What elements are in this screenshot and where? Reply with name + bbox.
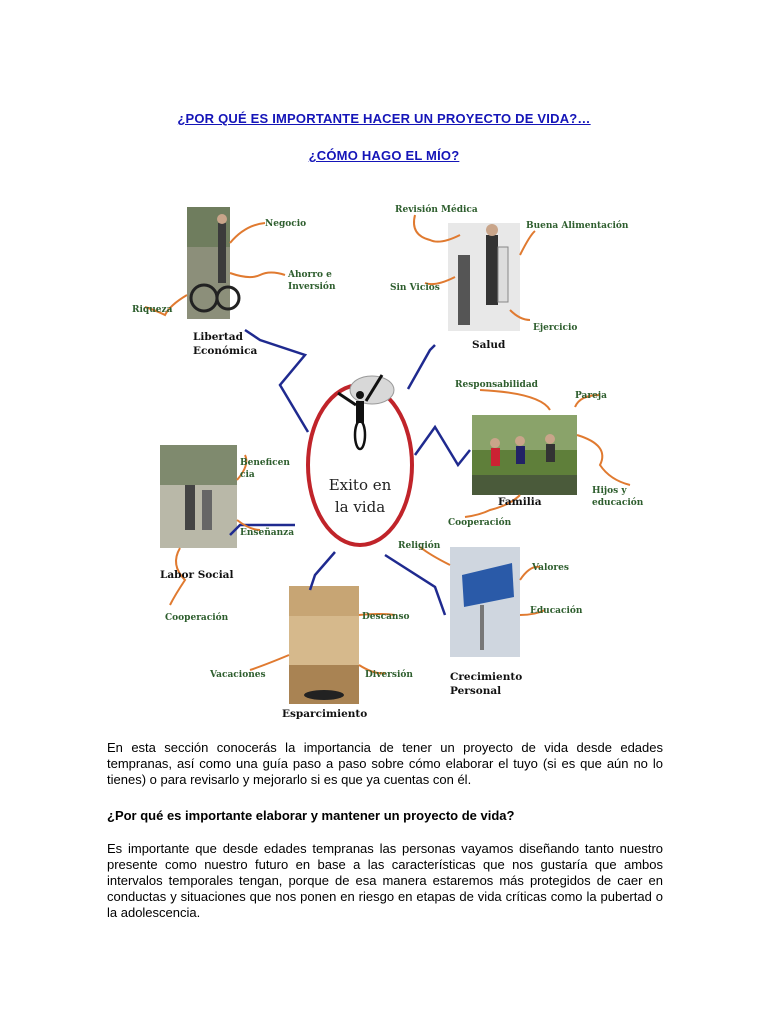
photo-family-bikes — [472, 415, 577, 495]
item-ahorro-line1: Ahorro e — [288, 270, 332, 280]
item-educacion: Educación — [530, 606, 583, 616]
page-subtitle: ¿CÓMO HAGO EL MÍO? — [308, 148, 460, 163]
item-vacaciones: Vacaciones — [210, 670, 266, 680]
item-negocio: Negocio — [265, 219, 307, 229]
item-beneficencia-line2: cia — [240, 470, 255, 480]
item-valores: Valores — [532, 563, 569, 573]
item-religion: Religión — [398, 541, 441, 551]
item-hijos-line2: educación — [592, 498, 644, 508]
category-libertad-line2: Económica — [193, 345, 258, 357]
category-familia: Familia — [498, 496, 542, 508]
item-buena-alimentacion: Buena Alimentación — [526, 221, 629, 231]
center-label-line2: la vida — [334, 498, 386, 516]
intro-paragraph: En esta sección conocerás la importancia de tener un proyecto de vida desde edades tempranas, así como una guía paso a paso sobre cómo elaborar el tuyo (si es que aún no lo tienes) o para revisarlo y mejorarlo si es que ya cuentas con él. — [107, 740, 663, 787]
center-label-line1: Exito en — [328, 476, 392, 494]
page-title: ¿POR QUÉ ES IMPORTANTE HACER UN PROYECTO DE VIDA?… — [177, 111, 591, 126]
category-salud: Salud — [472, 339, 506, 351]
photo-social-work — [160, 445, 237, 548]
item-responsabilidad: Responsabilidad — [455, 380, 538, 390]
item-cooperacion-familia: Cooperación — [448, 518, 512, 528]
item-hijos-line1: Hijos y — [592, 486, 627, 496]
section-question: ¿Por qué es importante elaborar y mantener un proyecto de vida? — [107, 808, 515, 823]
item-beneficencia-line1: Beneficen — [240, 458, 290, 468]
photo-exercise-machine — [448, 223, 520, 331]
photo-cyclist-business — [187, 207, 239, 319]
item-revision-medica: Revisión Médica — [395, 205, 478, 215]
item-descanso: Descanso — [362, 612, 410, 622]
category-libertad-line1: Libertad — [193, 331, 243, 343]
category-crecimiento-line2: Personal — [450, 685, 502, 697]
category-esparcimiento: Esparcimiento — [282, 708, 368, 720]
answer-paragraph: Es importante que desde edades tempranas las personas vayamos diseñando tanto nuestro presente como nuestro futuro en base a las características que nos gustaría que ambos intervalos temporales tengan, porque de esa manera estaremos más protegidos de caer en conductas y situaciones que nos ponen en riesgo en etapas de vida críticas como la pubertad o la adolescencia. — [107, 841, 663, 920]
item-cooperacion-labor: Cooperación — [165, 613, 229, 623]
photo-road-sign — [450, 547, 520, 657]
item-sin-vicios: Sin Vicios — [390, 283, 440, 293]
item-riqueza: Riqueza — [132, 305, 173, 315]
item-ahorro-line2: Inversión — [288, 282, 336, 292]
item-ensenanza: Enseñanza — [240, 528, 295, 538]
item-ejercicio: Ejercicio — [533, 323, 578, 333]
category-labor-social: Labor Social — [160, 569, 234, 581]
category-crecimiento-line1: Crecimiento — [450, 671, 523, 683]
item-pareja: Pareja — [575, 391, 607, 401]
life-project-mind-map — [110, 195, 660, 725]
photo-desert-leisure — [289, 586, 359, 704]
item-diversion: Diversión — [365, 670, 413, 680]
